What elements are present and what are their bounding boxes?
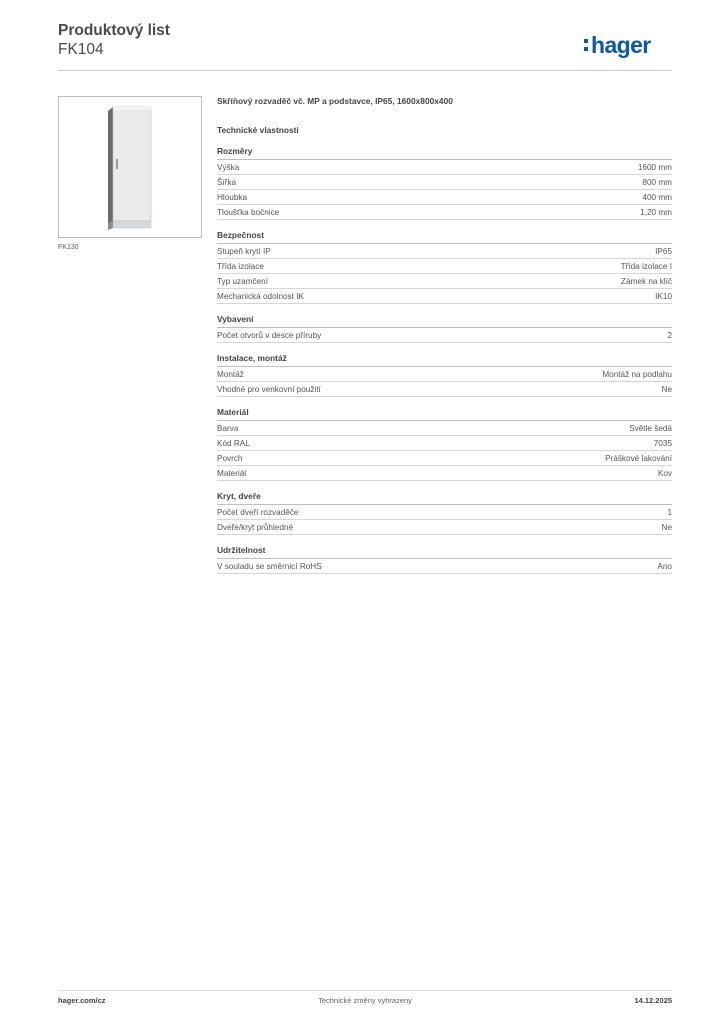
footer-divider	[58, 990, 672, 991]
spec-groups	[217, 146, 672, 574]
spec-value: 800 mm	[642, 178, 672, 187]
spec-row	[217, 244, 672, 259]
spec-row	[217, 274, 672, 289]
spec-value: Kov	[657, 469, 672, 478]
spec-row	[217, 259, 672, 274]
spec-label: Kód RAL	[217, 439, 250, 448]
image-caption: FK130	[58, 244, 79, 251]
spec-label: Výška	[217, 163, 240, 172]
spec-row	[217, 466, 672, 481]
document-title: Produktový list	[58, 22, 170, 39]
spec-group	[217, 146, 672, 220]
cabinet-illustration	[59, 97, 201, 237]
spec-row	[217, 382, 672, 397]
spec-label: V souladu se směrnicí RoHS	[217, 562, 322, 571]
footer-website: hager.com/cz	[58, 996, 106, 1005]
spec-label: Počet otvorů v desce příruby	[217, 331, 322, 340]
spec-group-title: Instalace, montáž	[217, 353, 672, 367]
spec-value: Ne	[661, 385, 672, 394]
spec-row	[217, 205, 672, 220]
spec-group	[217, 353, 672, 397]
spec-value: IP65	[655, 247, 672, 256]
spec-label: Dveře/kryt průhledné	[217, 523, 293, 532]
spec-group	[217, 407, 672, 481]
spec-value: IK10	[655, 292, 672, 301]
spec-value: Ano	[657, 562, 672, 571]
spec-group	[217, 314, 672, 343]
product-description: Skříňový rozvaděč vč. MP a podstavce, IP65, 1600x800x400	[217, 96, 453, 106]
spec-row	[217, 505, 672, 520]
spec-label: Montáž	[217, 370, 244, 379]
product-image	[58, 96, 202, 238]
spec-label: Hloubka	[217, 193, 248, 202]
spec-label: Mechanická odolnost IK	[217, 292, 304, 301]
page-header	[58, 22, 672, 68]
spec-row	[217, 451, 672, 466]
footer-notice: Technické změny vyhrazeny	[318, 996, 412, 1005]
header-divider	[58, 70, 672, 71]
spec-row	[217, 559, 672, 574]
spec-value: 2	[667, 331, 672, 340]
spec-group	[217, 545, 672, 574]
spec-value: Třída izolace I	[620, 262, 672, 271]
spec-group-title: Materiál	[217, 407, 672, 421]
spec-group	[217, 491, 672, 535]
spec-value: 7035	[653, 439, 672, 448]
spec-row	[217, 175, 672, 190]
spec-label: Materiál	[217, 469, 247, 478]
spec-value: 400 mm	[642, 193, 672, 202]
svg-text:hager: hager	[591, 32, 651, 58]
spec-row	[217, 436, 672, 451]
spec-group	[217, 230, 672, 304]
spec-row	[217, 289, 672, 304]
spec-value: Zámek na klíč	[621, 277, 672, 286]
specifications	[217, 96, 672, 574]
footer-date: 14.12.2025	[634, 996, 672, 1005]
spec-row	[217, 421, 672, 436]
spec-group-title: Bezpečnost	[217, 230, 672, 244]
spec-value: 1600 mm	[637, 163, 672, 172]
spec-value: Ne	[661, 523, 672, 532]
spec-label: Stupeň krytí IP	[217, 247, 271, 256]
spec-label: Typ uzamčení	[217, 277, 268, 286]
spec-label: Počet dveří rozvaděče	[217, 508, 299, 517]
spec-label: Povrch	[217, 454, 243, 463]
spec-label: Třída izolace	[217, 262, 264, 271]
page-footer	[58, 996, 672, 1008]
spec-row	[217, 190, 672, 205]
spec-group-title: Rozměry	[217, 146, 672, 160]
spec-group-title: Udržitelnost	[217, 545, 672, 559]
spec-row	[217, 367, 672, 382]
spec-value: Práškové lakování	[605, 454, 672, 463]
spec-row	[217, 520, 672, 535]
spec-value: Světle šedá	[629, 424, 672, 433]
spec-label: Barva	[217, 424, 239, 433]
section-heading: Technické vlastnosti	[217, 125, 299, 135]
spec-value: Montáž na podlahu	[602, 370, 672, 379]
spec-row	[217, 160, 672, 175]
spec-group-title: Kryt, dveře	[217, 491, 672, 505]
spec-group-title: Vybavení	[217, 314, 672, 328]
spec-label: Tloušťka bočnice	[217, 208, 280, 217]
spec-value: 1	[667, 508, 672, 517]
spec-value: 1,20 mm	[640, 208, 672, 217]
product-code: FK104	[58, 41, 104, 58]
spec-label: Vhodné pro venkovní použití	[217, 385, 321, 394]
hager-logo	[582, 30, 672, 60]
spec-label: Šířka	[217, 178, 237, 187]
spec-row	[217, 328, 672, 343]
